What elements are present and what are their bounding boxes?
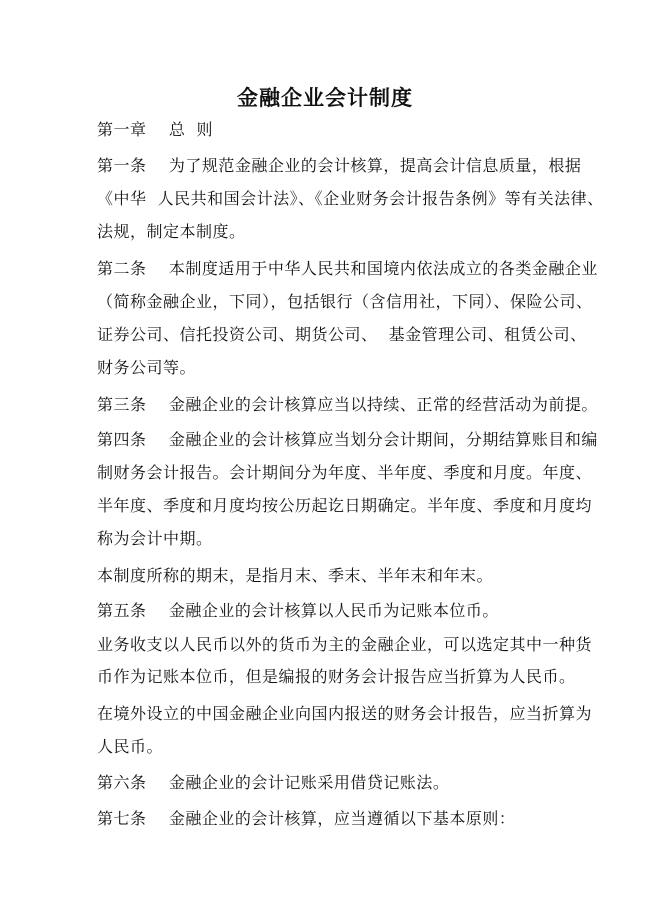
article-1-line-3: 法规，制定本制度。 [97, 222, 246, 241]
period-end-paragraph: 本制度所称的期末，是指月末、季末、半年末和年末。 [97, 566, 494, 585]
article-4-line-4: 称为会计中期。 [97, 529, 213, 548]
article-7-line-1: 第七条 金融企业的会计核算，应当遵循以下基本原则： [97, 809, 516, 828]
article-3-line-1: 第三条 金融企业的会计核算应当以持续、正常的经营活动为前提。 [97, 395, 598, 414]
article-1-line-2: 《中华 人民共和国会计法》、《企业财务会计报告条例》等有关法律、 [97, 189, 604, 208]
article-2-line-2: （简称金融企业，下同），包括银行（含信用社，下同）、保险公司、 [97, 292, 593, 311]
currency-para-line-1: 业务收支以人民币以外的货币为主的金融企业，可以选定其中一种货 [97, 635, 593, 654]
article-6-line-1: 第六条 金融企业的会计记账采用借贷记账法。 [97, 773, 450, 792]
article-4-line-1: 第四条 金融企业的会计核算应当划分会计期间，分期结算账目和编 [97, 430, 598, 449]
overseas-para-line-2: 人民币。 [97, 737, 164, 756]
article-4-line-2: 制财务会计报告。会计期间分为年度、半年度、季度和月度。年度、 [97, 463, 593, 482]
chapter-heading: 第一章 总 则 [97, 120, 214, 139]
article-2-line-4: 财务公司等。 [97, 358, 197, 377]
overseas-para-line-1: 在境外设立的中国金融企业向国内报送的财务会计报告，应当折算为 [97, 704, 593, 723]
article-2-line-1: 第二条 本制度适用于中华人民共和国境内依法成立的各类金融企业 [97, 259, 598, 278]
document-title: 金融企业会计制度 [237, 86, 413, 110]
article-5-line-1: 第五条 金融企业的会计核算以人民币为记账本位币。 [97, 601, 499, 620]
currency-para-line-2: 币作为记账本位币，但是编报的财务会计报告应当折算为人民币。 [97, 667, 576, 686]
article-2-line-3: 证券公司、信托投资公司、期货公司、 基金管理公司、租赁公司、 [97, 325, 587, 344]
article-4-line-3: 半年度、季度和月度均按公历起讫日期确定。半年度、季度和月度均 [97, 496, 593, 515]
article-1-line-1: 第一条 为了规范金融企业的会计核算，提高会计信息质量，根据 [97, 156, 582, 175]
